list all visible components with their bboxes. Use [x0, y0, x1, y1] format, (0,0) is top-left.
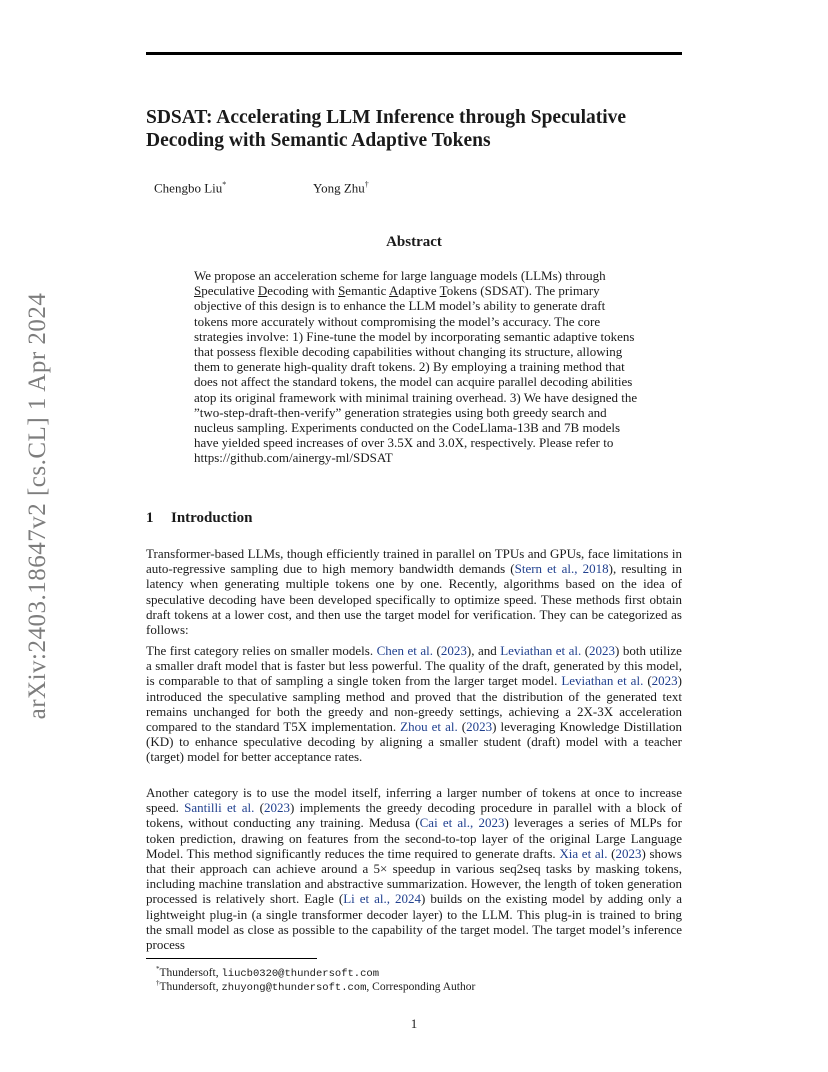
citation-link[interactable]: Zhou et al.: [400, 719, 458, 735]
title-rule: [146, 52, 682, 55]
footnote: *Thundersoft, liucb0320@thundersoft.com: [156, 965, 379, 980]
abstract-body: We propose an acceleration scheme for large language models (LLMs) through Speculative Decoding with Semantic Adaptive Tokens (SDSAT). The primary objective of this design is to enhance the LLM model’s ability to generate draft tokens more accurately without compromising the model’s accuracy. The core strategies involve: 1) Fine-tune the model by incorporating semantic adaptive tokens that possess flexible decoding capabilities without changing its structure, allowing them to generate high-quality draft tokens. 2) By employing a training method that does not affect the standard tokens, the model can acquire parallel decoding abilities atop its original framework with minimal training overhead. 3) We have designed the ”two-step-draft-then-verify” generation strategies using both greedy search and nucleus sampling. Experiments conducted on the CodeLlama-13B and 7B models have yielded speed increases of over 3.5X and 3.0X, respectively. Please refer to https://github.com/ainergy-ml/SDSAT: [194, 268, 638, 466]
citation-link[interactable]: 2023: [589, 643, 616, 658]
paragraph: Another category is to use the model itself, inferring a larger number of tokens at once to increase speed. Santilli et al. (2023) implements the greedy decoding procedure in parallel with a block of tokens, without conducting any training. Medusa (Cai et al., 2023) leverages a series of MLPs for token prediction, drawing on features from the second-to-top layer of the original Large Language Model. This method significantly reduces the time required to generate drafts. Xia et al. (2023) shows that their approach can achieve around a 5× speedup in various seq2seq tasks by masking tokens, including machine translation and abstractive summarization. However, the length of token generation processed is relatively short. Eagle (Li et al., 2024) builds on the existing model by adding only a lightweight plug-in (a single transformer decoder layer) to the LLM. This plug-in is trained to bring the small model as close as possible to the capability of the target model. The target model’s inference process: [146, 785, 683, 953]
author-mark: †: [364, 180, 369, 189]
citation-link[interactable]: Leviathan et al.: [500, 643, 582, 658]
author-mark: *: [222, 180, 227, 189]
footnote-rule: [146, 958, 317, 959]
arxiv-identifier: arXiv:2403.18647v2 [cs.CL] 1 Apr 2024: [24, 292, 51, 720]
citation-link[interactable]: 2023: [264, 800, 291, 816]
citation-link[interactable]: Leviathan et al.: [561, 673, 644, 689]
citation-link[interactable]: Chen et al.: [376, 643, 434, 658]
email-link[interactable]: zhuyong@thundersoft.com: [221, 981, 367, 994]
author-name: Yong Zhu: [313, 180, 365, 196]
page-number: 1: [410, 1016, 418, 1031]
citation-link[interactable]: 2023: [440, 643, 467, 658]
citation-link[interactable]: 2023: [615, 845, 642, 861]
section-title: Introduction: [171, 510, 253, 526]
citation-link[interactable]: Santilli et al.: [184, 800, 255, 816]
citation-link[interactable]: 2023: [651, 673, 678, 689]
footnote: †Thundersoft, zhuyong@thundersoft.com, Corresponding Author: [156, 979, 476, 994]
author-2: [313, 180, 369, 196]
citation-link[interactable]: 2023: [466, 719, 493, 735]
arxiv-sidebar: [18, 292, 58, 720]
paper-title: SDSAT: Accelerating LLM Inference through Speculative Decoding with Semantic Adaptive Tokens: [146, 107, 627, 151]
citation-link[interactable]: Stern et al., 2018: [514, 561, 609, 577]
section-heading: [146, 510, 252, 527]
email-link[interactable]: liucb0320@thundersoft.com: [221, 967, 379, 980]
citation-link[interactable]: Cai et al., 2023: [419, 815, 505, 831]
citation-link[interactable]: Li et al., 2024: [343, 891, 422, 907]
author-name: Chengbo Liu: [154, 180, 223, 196]
citation-link[interactable]: Xia et al.: [559, 845, 608, 861]
section-number: 1: [146, 510, 154, 526]
author-1: [154, 180, 226, 196]
abstract-heading: Abstract: [386, 234, 442, 250]
paragraph: The first category relies on smaller models. Chen et al. (2023), and Leviathan et al. (2023) both utilize a smaller draft model that is faster but less powerful. The quality of the draft, generated by this model, is comparable to that of sampling a single token from the larger target model. Leviathan et al. (2023) introduced the speculative sampling method and proved that the distribution of the generated text remains unchanged for both the greedy and non-greedy settings, achieving a 2X-3X acceleration compared to the standard T5X implementation. Zhou et al. (2023) leveraging Knowledge Distillation (KD) to enhance speculative decoding by aligning a smaller student (draft) model with a teacher (target) model for better acceptance rates.: [146, 643, 682, 765]
paragraph: Transformer-based LLMs, though efficiently trained in parallel on TPUs and GPUs, face limitations in auto-regressive sampling due to high memory bandwidth demands (Stern et al., 2018), resulting in latency when generating multiple tokens one by one. Recently, algorithms based on the idea of speculative decoding have been developed specifically to optimize speed. These methods first obtain draft tokens at a lower cost, and then use the target model for verification. They can be categorized as follows:: [146, 546, 683, 638]
